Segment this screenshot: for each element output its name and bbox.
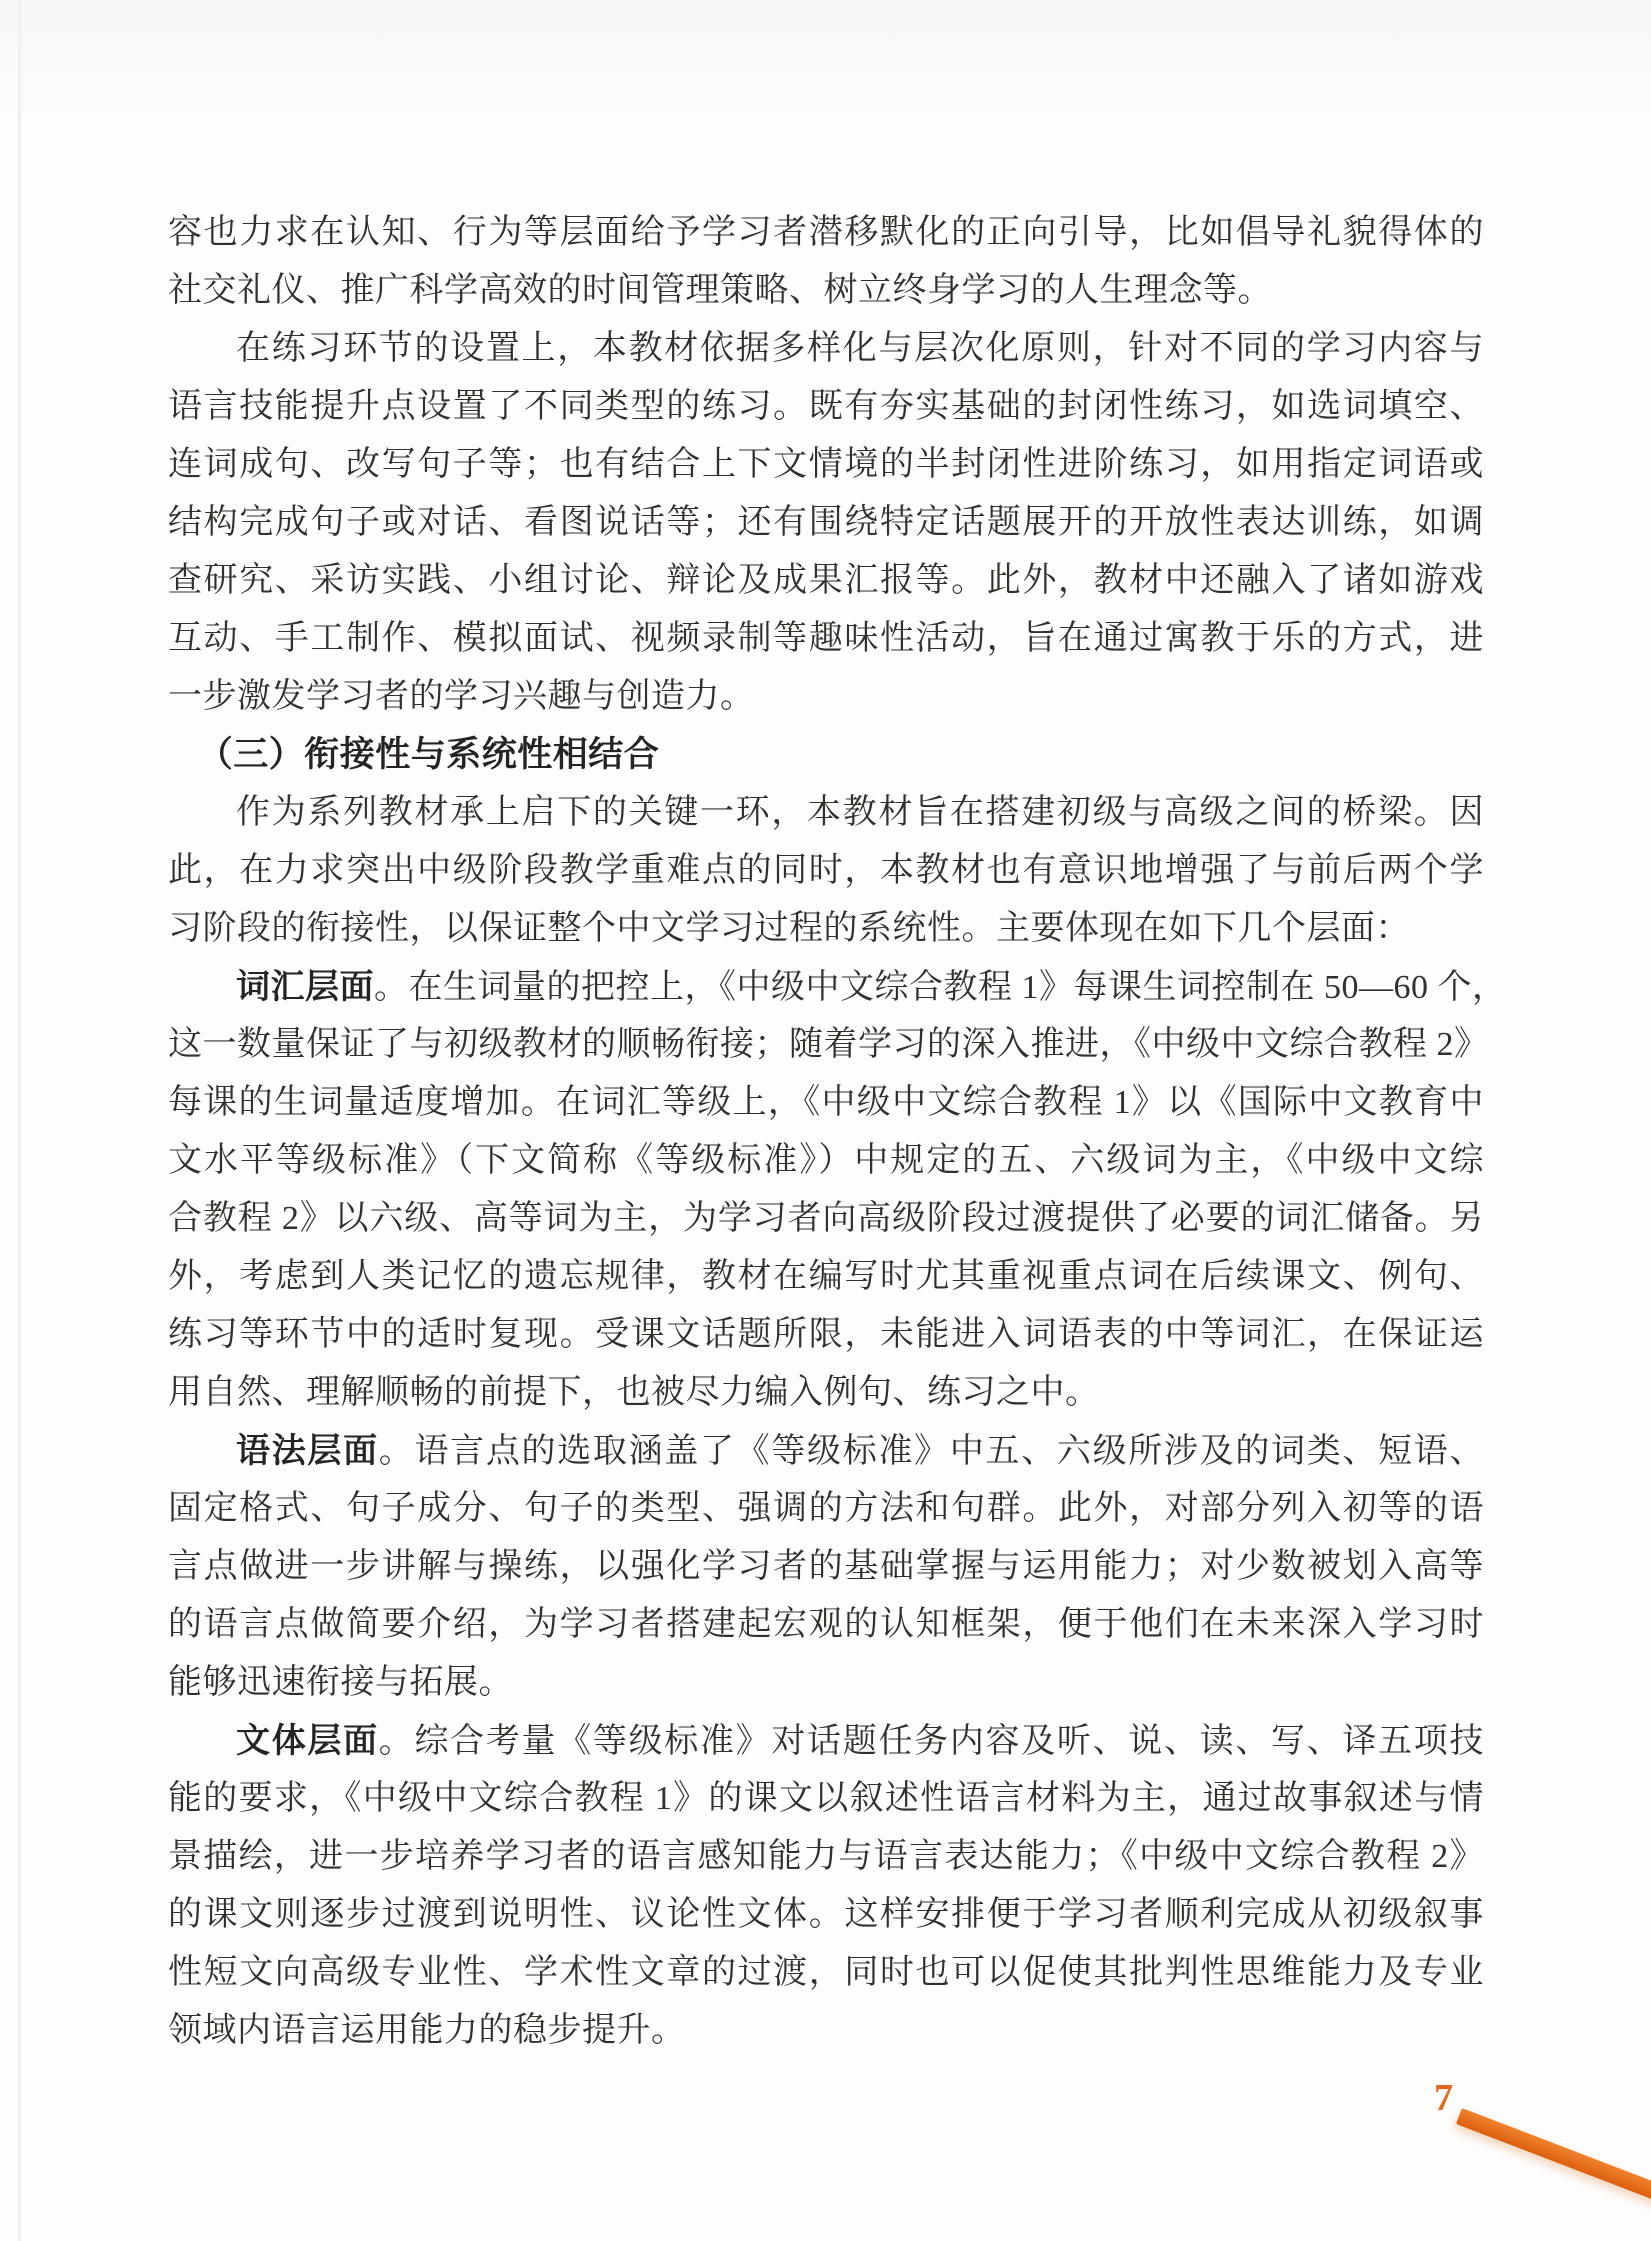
- text-line: 领域内语言运用能力的稳步提升。: [168, 2012, 686, 2049]
- scan-edge-line: [18, 0, 21, 2241]
- page-number: 7: [1434, 2077, 1453, 2119]
- text-line: 合教程 2》以六级、高等词为主，为学习者向高级阶段过渡提供了必要的词汇储备。另: [168, 1200, 1484, 1237]
- text-line: 固定格式、句子成分、句子的类型、强调的方法和句群。此外，对部分列入初等的语: [168, 1490, 1484, 1527]
- paragraph-lead: 语法层面: [236, 1432, 379, 1470]
- text-line-rest: 。在生词量的把控上，《中级中文综合教程 1》每课生词控制在 50—60 个，: [374, 969, 1507, 1006]
- text-line: [168, 1422, 1484, 1480]
- text-line-rest: 。语言点的选取涵盖了《等级标准》中五、六级所涉及的词类、短语、: [378, 1433, 1484, 1470]
- text-line: 的语言点做简要介绍，为学习者搭建起宏观的认知框架，便于他们在未来深入学习时: [168, 1606, 1484, 1643]
- paragraph-lead: 文体层面: [236, 1722, 379, 1760]
- text-line: 习阶段的衔接性，以保证整个中文学习过程的系统性。主要体现在如下几个层面：: [168, 910, 1410, 947]
- text-line: 练习等环节中的适时复现。受课文话题所限，未能进入词语表的中等词汇，在保证运: [168, 1316, 1484, 1353]
- text-line: 外，考虑到人类记忆的遗忘规律，教材在编写时尤其重视重点词在后续课文、例句、: [168, 1258, 1484, 1295]
- text-line: [168, 1712, 1484, 1770]
- section-heading: （三）衔接性与系统性相结合: [197, 735, 660, 774]
- paragraph-lead: 词汇层面: [236, 968, 374, 1006]
- text-line: 一步激发学习者的学习兴趣与创造力。: [168, 678, 755, 715]
- text-line: 言点做进一步讲解与操练，以强化学习者的基础掌握与运用能力；对少数被划入高等: [168, 1548, 1484, 1585]
- text-line: 用自然、理解顺畅的前提下，也被尽力编入例句、练习之中。: [168, 1374, 1100, 1411]
- text-line: 在练习环节的设置上，本教材依据多样化与层次化原则，针对不同的学习内容与: [236, 330, 1484, 367]
- text-line: 每课的生词量适度增加。在词汇等级上，《中级中文综合教程 1》以《国际中文教育中: [168, 1084, 1484, 1121]
- scan-shading: [0, 0, 1651, 120]
- text-line: 连词成句、改写句子等；也有结合上下文情境的半封闭性进阶练习，如用指定词语或: [168, 446, 1484, 483]
- text-line: [168, 958, 1507, 1016]
- text-line: 结构完成句子或对话、看图说话等；还有围绕特定话题展开的开放性表达训练，如调: [168, 504, 1484, 541]
- text-line: 语言技能提升点设置了不同类型的练习。既有夯实基础的封闭性练习，如选词填空、: [168, 388, 1484, 425]
- text-line-rest: 。综合考量《等级标准》对话题任务内容及听、说、读、写、译五项技: [378, 1723, 1484, 1760]
- text-line: 查研究、采访实践、小组讨论、辩论及成果汇报等。此外，教材中还融入了诸如游戏: [168, 562, 1484, 599]
- text-line: 容也力求在认知、行为等层面给予学习者潜移默化的正向引导，比如倡导礼貌得体的: [168, 214, 1484, 251]
- text-line: 能够迅速衔接与拓展。: [168, 1664, 513, 1701]
- text-line: 景描绘，进一步培养学习者的语言感知能力与语言表达能力；《中级中文综合教程 2》: [168, 1838, 1484, 1875]
- corner-swoosh-decoration: [1456, 2108, 1651, 2217]
- text-line: 作为系列教材承上启下的关键一环，本教材旨在搭建初级与高级之间的桥梁。因: [236, 794, 1484, 831]
- text-line: 文水平等级标准》（下文简称《等级标准》）中规定的五、六级词为主，《中级中文综: [168, 1142, 1484, 1179]
- text-line: 此，在力求突出中级阶段教学重难点的同时，本教材也有意识地增强了与前后两个学: [168, 852, 1484, 889]
- text-block: [168, 204, 1507, 2060]
- text-line: 能的要求，《中级中文综合教程 1》的课文以叙述性语言材料为主，通过故事叙述与情: [168, 1780, 1484, 1817]
- text-line: 互动、手工制作、模拟面试、视频录制等趣味性活动，旨在通过寓教于乐的方式，进: [168, 620, 1484, 657]
- text-line: 的课文则逐步过渡到说明性、议论性文体。这样安排便于学习者顺利完成从初级叙事: [168, 1896, 1484, 1933]
- text-line: 性短文向高级专业性、学术性文章的过渡，同时也可以促使其批判性思维能力及专业: [168, 1954, 1484, 1991]
- text-line: 社交礼仪、推广科学高效的时间管理策略、树立终身学习的人生理念等。: [168, 272, 1272, 309]
- text-line: 这一数量保证了与初级教材的顺畅衔接；随着学习的深入推进，《中级中文综合教程 2》: [168, 1026, 1489, 1063]
